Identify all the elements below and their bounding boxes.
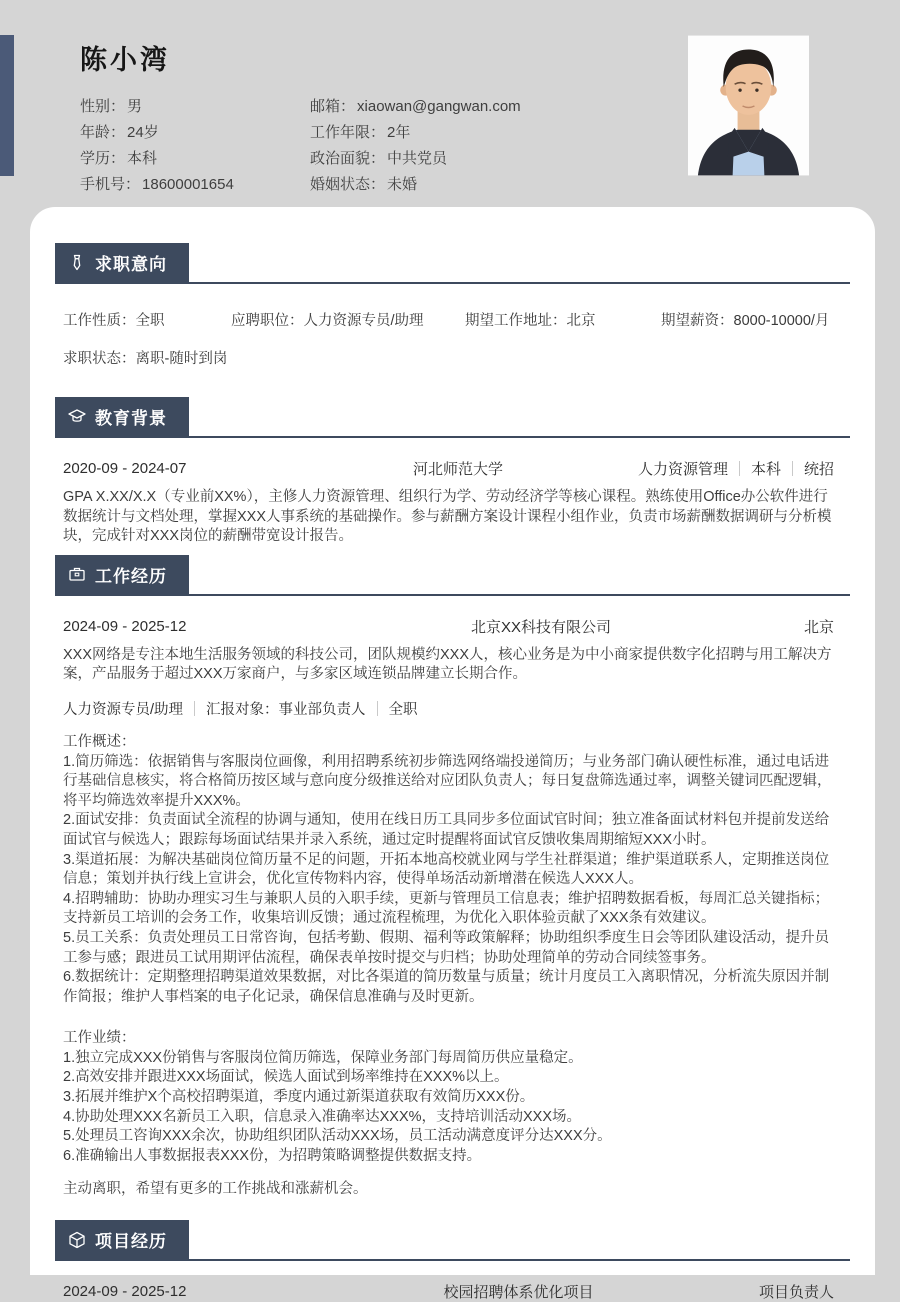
info-field-gender: 性别： 男 (80, 98, 143, 115)
cube-icon (68, 1231, 86, 1249)
education-degree: 本科 (750, 461, 781, 478)
education-school: 河北师范大学 (412, 461, 503, 478)
section-job-intention (55, 243, 850, 368)
project-role: 项目负责人 (758, 1284, 834, 1302)
section-title-text: 工作经历 (95, 566, 167, 586)
work-overview-block (63, 733, 842, 1007)
graduation-cap-icon (68, 408, 86, 426)
section-title-text: 教育背景 (95, 409, 167, 428)
section-title-work (55, 555, 189, 594)
education-enrollment-type: 统招 (803, 461, 834, 478)
section-header-job-intention (55, 243, 850, 284)
candidate-name: 陈小湾 (80, 45, 170, 75)
info-field-email: 邮箱： xiaowan@gangwan.com (310, 98, 521, 115)
section-education (55, 397, 850, 547)
work-report-to: 汇报对象：事业部负责人 (206, 701, 366, 718)
work-achievement-heading: 工作业绩： (63, 1030, 136, 1047)
work-achievement-item: 6.准确输出人事数据报表XXX份，为招聘策略调整提供数据支持。 (63, 1147, 482, 1164)
project-date: 2024-09 - 2025-12 (63, 1283, 187, 1301)
work-overview-item: 1.简历筛选：依据销售与客服岗位画像，利用招聘系统初步筛选网络端投递简历；与业务部门确认硬性标准，通过电话进行基础信息核实，将合格简历按区域与意向度分级推送给对应团队负责人；每日复盘筛选通过率，调整关键词匹配逻辑，将平均筛选效率提升XXX%。 (63, 753, 832, 809)
divider (377, 701, 378, 716)
section-project-experience (55, 1220, 850, 1302)
work-overview-item: 5.员工关系：负责处理员工日常咨询，包括考勤、假期、福利等政策解释；协助组织季度生日会等团队建设活动，提升员工参与感；跟进员工试用期评估流程，确保表单按时提交与归档；协助处理简单的劳动合同续签事务。 (63, 929, 830, 966)
education-tags (638, 458, 842, 479)
education-description: GPA X.XX/X.X（专业前XX%），主修人力资源管理、组织行为学、劳动经济学等核心课程。熟练使用Office办公软件进行数据统计与文档处理，掌握XXX人事系统的基础操作。参与薪酬方案设计课程小组作业，负责市场薪酬数据调研与分析模块，完成针对XXX岗位的薪酬带宽设计报告。 (63, 489, 832, 545)
info-field-marital-status: 婚姻状态： 未婚 (310, 176, 418, 193)
work-achievement-block (63, 1029, 842, 1166)
field-job-status: 求职状态：离职-随时到岗 (63, 351, 228, 367)
work-achievement-item: 5.处理员工咨询XXX余次，协助组织团队活动XXX场，员工活动满意度评分达XXX分。 (63, 1128, 612, 1145)
work-employment-type: 全职 (388, 701, 418, 718)
work-overview-item: 6.数据统计：定期整理招聘渠道效果数据，对比各渠道的简历数量与质量；统计月度员工入离职情况，分析流失原因并制作简报；维护人事档案的电子化记录，确保信息准确与及时更新。 (63, 969, 830, 1005)
work-overview-item: 4.招聘辅助：协助办理实习生与兼职人员的入职手续，更新与管理员工信息表；维护招聘数据看板，每周汇总关键指标；支持新员工培训的会务工作，收集培训反馈；通过流程梳理，为优化入职体验贡献了XXX条有效建议。 (63, 890, 830, 927)
resume-body-card (30, 207, 875, 1302)
section-title-job-intention (55, 243, 189, 282)
section-title-text: 项目经历 (95, 1232, 167, 1252)
section-title-education (55, 397, 189, 436)
candidate-photo (688, 35, 809, 176)
work-role-row (63, 698, 842, 719)
info-field-experience-years: 工作年限： 2年 (310, 124, 411, 141)
work-date: 2024-09 - 2025-12 (63, 617, 187, 635)
work-achievement-item: 2.高效安排并跟进XXX场面试，候选人面试到场率维持在XXX%以上。 (63, 1069, 509, 1086)
field-job-type: 工作性质：全职 (63, 313, 165, 329)
briefcase-icon (68, 565, 86, 583)
education-meta-row (63, 458, 842, 479)
project-name: 校园招聘体系优化项目 (443, 1284, 594, 1302)
education-content (55, 458, 850, 547)
info-field-degree: 学历： 本科 (80, 150, 158, 167)
job-intention-row-1 (63, 309, 842, 330)
field-target-location: 期望工作地址：北京 (465, 313, 596, 329)
job-intention-content (55, 309, 850, 368)
work-achievement-item: 1.独立完成XXX份销售与客服岗位简历筛选，保障业务部门每周简历供应量稳定。 (63, 1049, 583, 1066)
section-header-work (55, 555, 850, 596)
project-meta-row (63, 1281, 842, 1302)
work-overview-item: 2.面试安排：负责面试全流程的协调与通知，使用在线日历工具同步多位面试官时间；独立准备面试材料包并提前发送给面试官与候选人；跟踪每场面试结果并录入系统，通过定时提醒将面试官反馈收集周期缩短XXX小时。 (63, 812, 830, 848)
work-overview-heading: 工作概述： (63, 733, 136, 750)
company-intro: XXX网络是专注本地生活服务领域的科技公司，团队规模约XXX人，核心业务是为中小商家提供数字化招聘与用工解决方案，产品服务于超过XXX万家商户，与多家区域连锁品牌建立长期合作。 (63, 646, 832, 683)
divider (792, 461, 793, 476)
field-target-position: 应聘职位：人力资源专员/助理 (231, 313, 424, 329)
work-role-title: 人力资源专员/助理 (63, 701, 184, 718)
resume-header (80, 38, 660, 198)
work-meta-row (63, 616, 842, 637)
divider (194, 701, 195, 716)
info-field-phone: 手机号： 18600001654 (80, 176, 234, 193)
section-header-education (55, 397, 850, 438)
section-header-project (55, 1220, 850, 1261)
work-achievement-item: 4.协助处理XXX名新员工入职，信息录入准确率达XXX%，支持培训活动XXX场。 (63, 1108, 582, 1125)
personal-info-column-1 (80, 94, 310, 198)
header-accent-bar (0, 35, 14, 176)
field-expected-salary: 期望薪资：8000-10000/月 (661, 313, 830, 329)
work-overview-item: 3.渠道拓展：为解决基础岗位简历量不足的问题，开拓本地高校就业网与学生社群渠道；维护渠道联系人，定期推送岗位信息；策划并执行线上宣讲会，优化宣传物料内容，使得单场活动新增潜在候选人XXX人。 (63, 851, 830, 888)
section-work-experience (55, 555, 850, 1200)
education-major: 人力资源管理 (637, 461, 728, 478)
tie-icon (68, 254, 86, 272)
education-date: 2020-09 - 2024-07 (63, 460, 187, 477)
work-content (55, 616, 850, 1200)
section-title-text: 求职意向 (95, 255, 167, 274)
leaving-reason: 主动离职，希望有更多的工作挑战和涨薪机会。 (63, 1181, 368, 1198)
personal-info-column-2 (310, 94, 521, 198)
info-field-age: 年龄： 24岁 (80, 124, 159, 141)
project-content (55, 1281, 850, 1302)
work-location: 北京 (803, 618, 834, 636)
section-title-project (55, 1220, 189, 1259)
work-company: 北京XX科技有限公司 (470, 618, 611, 636)
work-achievement-item: 3.拓展并维护X个高校招聘渠道，季度内通过新渠道获取有效简历XXX份。 (63, 1089, 535, 1106)
personal-info-grid (80, 94, 660, 198)
divider (739, 461, 740, 476)
info-field-political-status: 政治面貌： 中共党员 (310, 150, 448, 167)
job-intention-row-2 (63, 347, 842, 368)
